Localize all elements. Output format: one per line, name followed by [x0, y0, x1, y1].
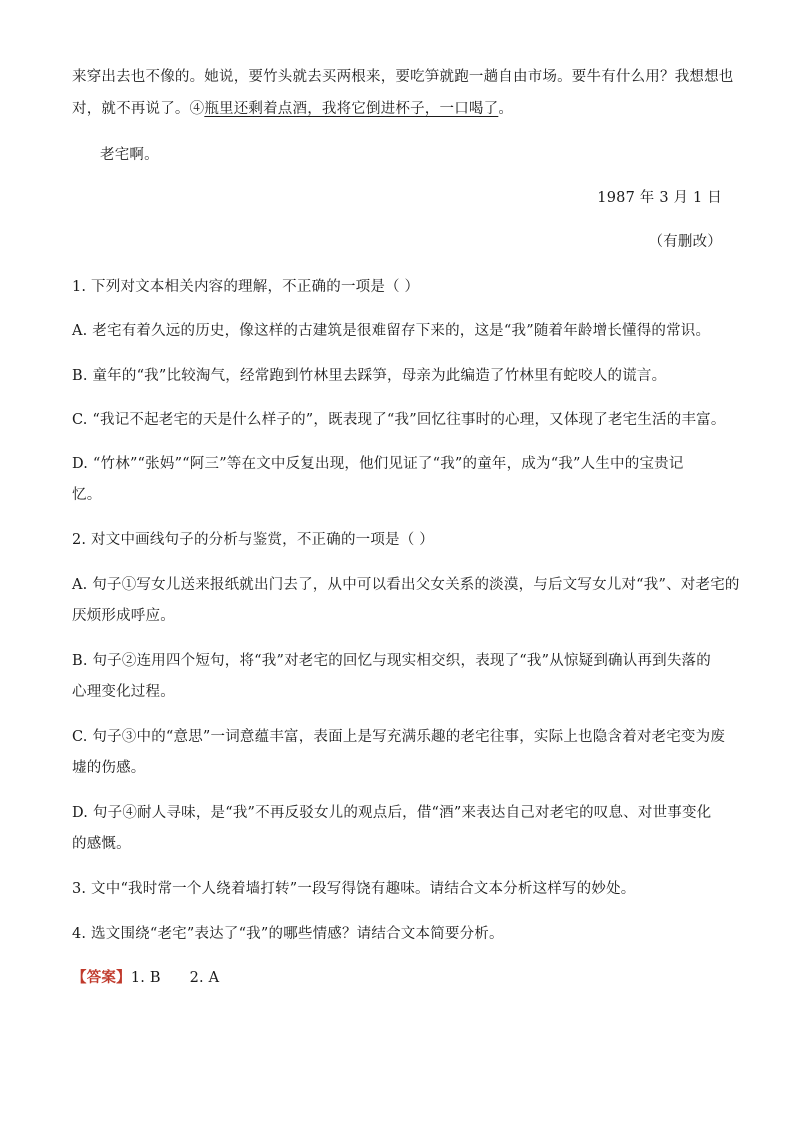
question-1-option-a: A. 老宅有着久远的历史，像这样的古建筑是很难留存下来的，这是“我”随着年龄增长懂得的常识。 — [72, 323, 711, 339]
question-2-option-b-line-2: 心理变化过程。 — [72, 684, 175, 700]
passage-line-2 — [72, 99, 724, 119]
question-1-stem: 1. 下列对文本相关内容的理解，不正确的一项是（ ） — [72, 279, 420, 295]
question-1-option-c: C. “我记不起老宅的天是什么样子的”，既表现了“我”回忆往事时的心理，又体现了老宅生活的丰富。 — [72, 412, 726, 428]
sentence-marker-4: ④ — [189, 101, 205, 117]
question-2-option-a-line-1: A. 句子①写女儿送来报纸就出门去了，从中可以看出父女关系的淡漠，与后文写女儿对“我”、对老宅的 — [72, 577, 740, 593]
question-2-option-a-line-2: 厌烦形成呼应。 — [72, 608, 175, 624]
passage-line-2-text: 对，就不再说了。 — [72, 101, 190, 117]
question-1-option-d-line-2: 忆。 — [72, 487, 102, 503]
answer-label: 【答案】 — [72, 969, 131, 986]
question-2-option-b-line-1: B. 句子②连用四个短句，将“我”对老宅的回忆与现实相交织，表现了“我”从惊疑到确认再到失落的 — [72, 653, 711, 669]
underlined-sentence-4: 瓶里还剩着点酒，我将它倒进杯子，一口喝了 — [204, 101, 499, 117]
question-1-option-b: B. 童年的“我”比较淘气，经常跑到竹林里去踩笋，母亲为此编造了竹林里有蛇咬人的谎言。 — [72, 368, 667, 384]
question-1-option-d-line-1: D. “竹林”“张妈”“阿三”等在文中反复出现，他们见证了“我”的童年，成为“我”人生中的宝贵记 — [72, 456, 684, 472]
question-2-option-c-line-1: C. 句子③中的“意思”一词意蕴丰富，表面上是写充满乐趣的老宅往事，实际上也隐含着对老宅变为废 — [72, 729, 726, 745]
answer-line — [72, 968, 724, 988]
answer-text: 1. B 2. A — [130, 970, 220, 986]
passage-date: 1987 年 3 月 1 日 — [597, 190, 722, 206]
passage-note: （有删改） — [648, 234, 722, 250]
passage-line-1: 来穿出去也不像的。她说，要竹头就去买两根来，要吃笋就跑一趟自由市场。要牛有什么用？我想想也 — [72, 69, 734, 85]
question-4-stem: 4. 选文围绕“老宅”表达了“我”的哪些情感？请结合文本简要分析。 — [72, 926, 504, 942]
question-2-option-c-line-2: 墟的伤感。 — [72, 760, 146, 776]
question-3-stem: 3. 文中“我时常一个人绕着墙打转”一段写得饶有趣味。请结合文本分析这样写的妙处。 — [72, 881, 636, 897]
question-2-stem: 2. 对文中画线句子的分析与鉴赏，不正确的一项是（ ） — [72, 532, 434, 548]
passage-closing: 老宅啊。 — [100, 147, 159, 163]
question-2-option-d-line-2: 的感慨。 — [72, 836, 131, 852]
passage-line-2-end: 。 — [498, 101, 514, 117]
question-2-option-d-line-1: D. 句子④耐人寻味，是“我”不再反驳女儿的观点后，借“酒”来表达自己对老宅的叹息、对世事变化 — [72, 805, 712, 821]
